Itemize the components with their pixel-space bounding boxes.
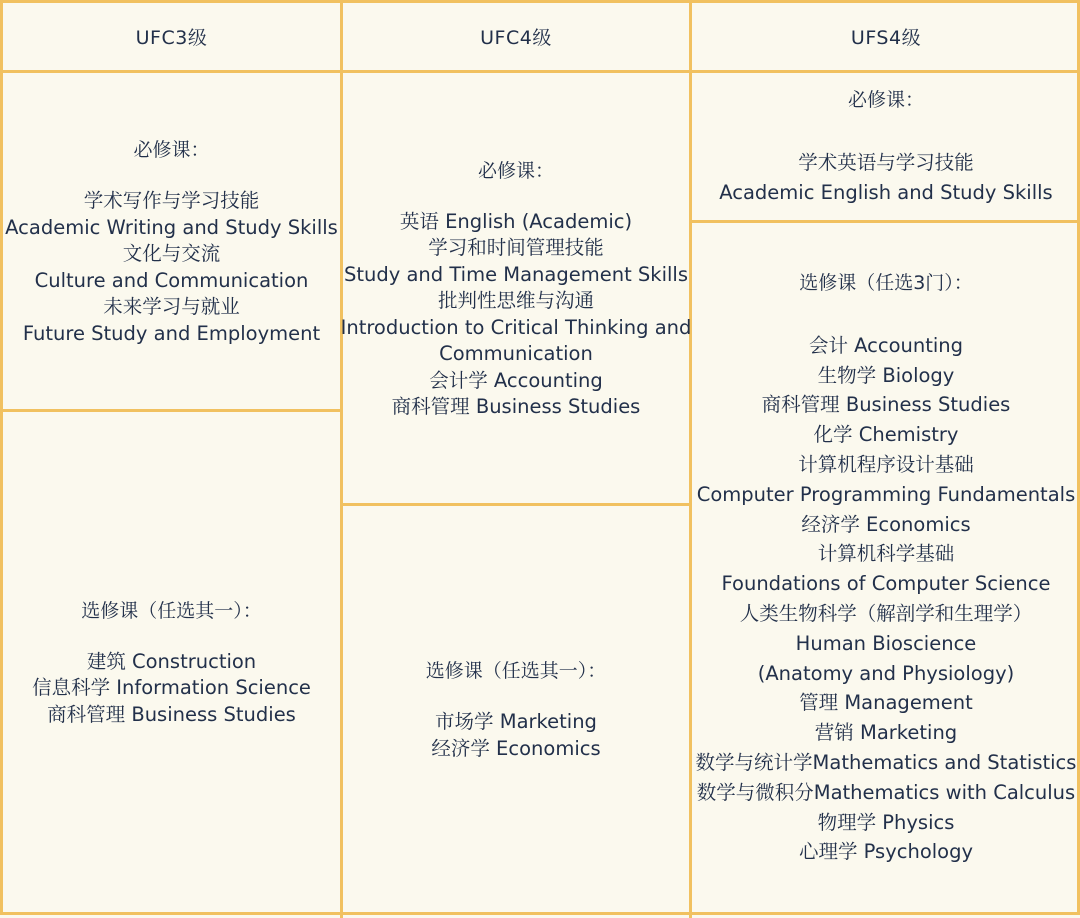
course-item: Communication xyxy=(439,342,593,365)
course-item: 心理学 Psychology xyxy=(798,840,974,864)
course-item: 经济学 Economics xyxy=(801,512,971,536)
course-item: 化学 Chemistry xyxy=(813,423,959,447)
course-list xyxy=(32,649,311,729)
course-list xyxy=(431,709,600,762)
section-title: 必修课： xyxy=(477,159,554,182)
header-label: UFC4级 xyxy=(480,27,552,49)
course-item: 管理 Management xyxy=(799,691,973,715)
course-item: Computer Programming Fundamentals xyxy=(696,482,1076,506)
course-item: 学术英语与学习技能 xyxy=(798,151,974,175)
section-title: 必修课： xyxy=(847,89,924,112)
course-item: 市场学 Marketing xyxy=(435,710,597,733)
course-item: Academic English and Study Skills xyxy=(719,181,1053,204)
ufc3-elective-cell xyxy=(3,412,340,912)
course-item: (Anatomy and Physiology) xyxy=(757,661,1015,685)
course-item: 人类生物科学（解剖学和生理学） xyxy=(739,602,1033,625)
course-item: 英语 English (Academic) xyxy=(399,209,633,233)
course-item: Foundations of Computer Science xyxy=(721,572,1051,596)
course-item: 物理学 Physics xyxy=(817,810,955,834)
course-list xyxy=(696,331,1077,867)
section-title: 选修课（任选其一）： xyxy=(425,660,607,682)
course-item: Human Bioscience xyxy=(795,631,977,655)
course-item: 信息科学 Information Science xyxy=(32,676,311,700)
course-item: 计算机科学基础 xyxy=(817,542,955,566)
course-item: 数学与微积分Mathematics with Calculus xyxy=(696,780,1076,804)
course-item: 会计学 Accounting xyxy=(429,368,603,392)
course-item: 营销 Marketing xyxy=(814,721,958,745)
course-item: Study and Time Management Skills xyxy=(343,262,689,286)
course-item: 数学与统计学Mathematics and Statistics xyxy=(695,750,1077,774)
course-item: 经济学 Economics xyxy=(431,736,601,760)
course-item: 会计 Accounting xyxy=(808,333,964,357)
header-label: UFC3级 xyxy=(135,27,208,49)
ufc3-required-cell xyxy=(3,73,340,409)
course-item: Introduction to Critical Thinking and xyxy=(340,315,692,339)
course-item: 计算机程序设计基础 xyxy=(798,453,974,477)
course-item: 商科管理 Business Studies xyxy=(391,395,641,418)
course-list xyxy=(341,209,692,421)
course-item: 文化与交流 xyxy=(122,242,221,265)
ufc4-required-cell xyxy=(340,73,692,503)
course-item: 生物学 Biology xyxy=(817,363,955,387)
header-ufc3 xyxy=(3,3,340,70)
course-list xyxy=(5,188,338,347)
course-item: 批判性思维与沟通 xyxy=(437,289,594,312)
section-title: 选修课（任选其一）： xyxy=(81,599,262,622)
course-item: 商科管理 Business Studies xyxy=(47,702,296,726)
course-item: Academic Writing and Study Skills xyxy=(5,215,338,239)
course-item: 未来学习与就业 xyxy=(103,295,240,318)
course-item: 学术写作与学习技能 xyxy=(83,189,260,212)
ufc4-elective-cell xyxy=(343,506,689,912)
course-item: 商科管理 Business Studies xyxy=(761,393,1011,417)
ufs4-elective-cell xyxy=(692,223,1080,912)
course-list xyxy=(719,148,1052,208)
header-ufc4 xyxy=(343,3,689,70)
ufs4-required-cell xyxy=(692,73,1080,220)
section-title: 必修课： xyxy=(133,139,210,161)
header-label: UFS4级 xyxy=(850,27,922,49)
course-item: 建筑 Construction xyxy=(86,649,257,673)
course-item: Culture and Communication xyxy=(34,268,309,292)
course-item: 学习和时间管理技能 xyxy=(428,236,604,259)
course-item: Future Study and Employment xyxy=(22,321,321,345)
section-title: 选修课（任选3门）： xyxy=(799,271,973,294)
header-ufs4 xyxy=(692,3,1080,70)
